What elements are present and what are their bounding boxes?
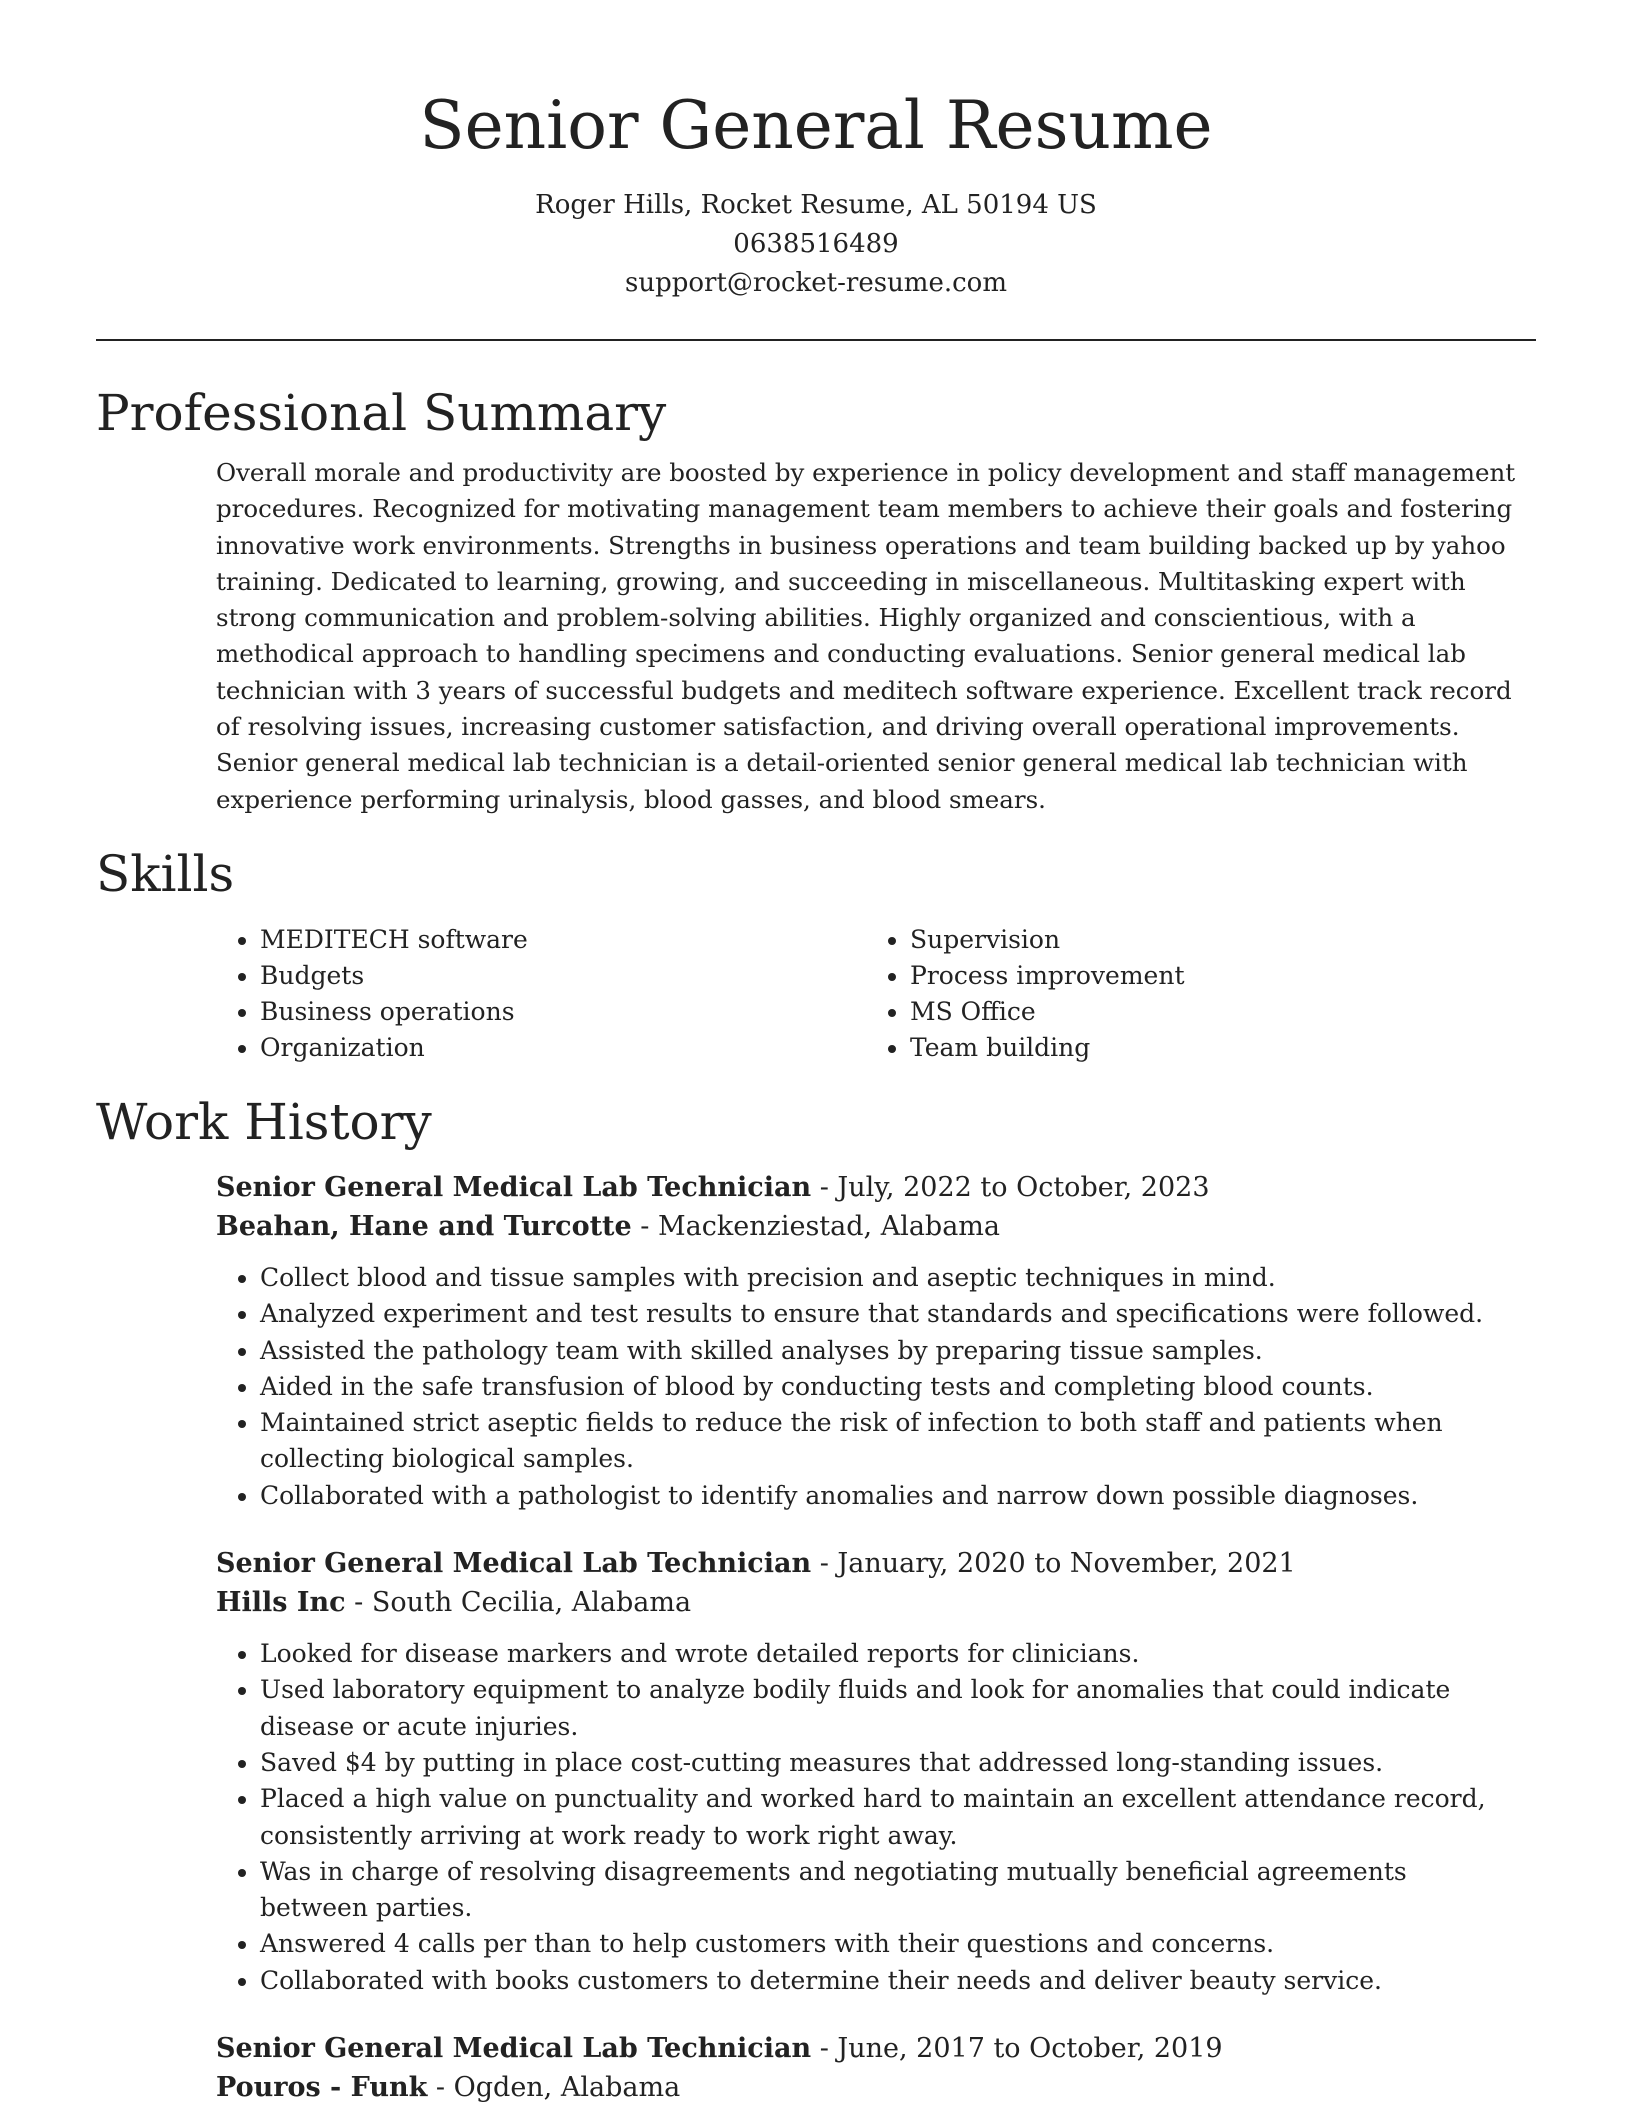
skill-item: • MEDITECH software: [260, 922, 866, 958]
job-title-line: [216, 1168, 1516, 1207]
job-location: - South Cecilia, Alabama: [345, 1587, 692, 1619]
contact-address: Roger Hills, Rocket Resume, AL 50194 US: [535, 190, 1097, 220]
job-title: Senior General Medical Lab Technician: [216, 1548, 812, 1580]
job-bullet: • Saved $4 by putting in place cost-cutting measures that addressed long-standing issues.: [260, 1745, 1516, 1781]
job-bullet: • Collect blood and tissue samples with precision and aseptic techniques in mind.: [260, 1260, 1516, 1296]
job-title-line: [216, 1544, 1516, 1583]
job-bullets: [216, 1636, 1516, 1999]
skills-heading: Skills: [96, 844, 235, 903]
job-bullet: • Placed a high value on punctuality and worked hard to maintain an excellent attendance record, consistently arriving at work ready to work right away.: [260, 1781, 1516, 1854]
skill-item: • Team building: [910, 1030, 1516, 1066]
job-bullet: • Aided in the safe transfusion of blood by conducting tests and completing blood counts.: [260, 1369, 1516, 1405]
job-company: Hills Inc: [216, 1587, 346, 1619]
resume-page: [96, 0, 1536, 2107]
skills-section: [96, 842, 1536, 1066]
job-bullet: • Collaborated with a pathologist to identify anomalies and narrow down possible diagnoses.: [260, 1478, 1516, 1514]
skills-list-left: [216, 922, 866, 1066]
skill-item: • Supervision: [910, 922, 1516, 958]
job-bullet: • Was in charge of resolving disagreements and negotiating mutually beneficial agreements between parties.: [260, 1854, 1516, 1927]
job-dates: - January, 2020 to November, 2021: [811, 1548, 1296, 1580]
header-divider: [96, 339, 1536, 341]
job-entry: [216, 1168, 1516, 1514]
resume-title: Senior General Resume: [419, 87, 1213, 164]
job-bullet: • Assisted the pathology team with skilled analyses by preparing tissue samples.: [260, 1333, 1516, 1369]
job-title-line: [216, 2029, 1516, 2068]
job-dates: - June, 2017 to October, 2019: [811, 2033, 1223, 2065]
job-bullet: • Looked for disease markers and wrote detailed reports for clinicians.: [260, 1636, 1516, 1672]
contact-email: support@rocket-resume.com: [624, 268, 1007, 298]
job-title: Senior General Medical Lab Technician: [216, 2033, 812, 2065]
job-bullet: • Analyzed experiment and test results to ensure that standards and specifications were followed.: [260, 1296, 1516, 1332]
work-history-heading: Work History: [96, 1092, 432, 1151]
job-company: Beahan, Hane and Turcotte: [216, 1210, 632, 1242]
skill-item: • Budgets: [260, 958, 866, 994]
contact-block: [96, 186, 1536, 303]
skill-item: • Process improvement: [910, 958, 1516, 994]
job-company-line: [216, 1583, 1516, 1622]
job-company-line: [216, 1207, 1516, 1246]
job-location: - Ogden, Alabama: [427, 2072, 681, 2104]
summary-section: [96, 381, 1536, 818]
job-entry: [216, 1544, 1516, 1999]
skill-item: • MS Office: [910, 994, 1516, 1030]
job-bullet: • Maintained strict aseptic fields to reduce the risk of infection to both staff and patients when collecting biological samples.: [260, 1405, 1516, 1478]
job-entry: [216, 2029, 1516, 2107]
summary-heading: Professional Summary: [96, 384, 667, 442]
skills-list-right: [866, 922, 1516, 1066]
work-history-section: [96, 1090, 1536, 2107]
job-bullet: • Used laboratory equipment to analyze bodily fluids and look for anomalies that could indicate disease or acute injuries.: [260, 1672, 1516, 1745]
job-dates: - July, 2022 to October, 2023: [811, 1171, 1210, 1203]
skills-grid: [216, 922, 1516, 1066]
job-bullet: • Answered 4 calls per than to help customers with their questions and concerns.: [260, 1926, 1516, 1962]
skill-item: • Business operations: [260, 994, 866, 1030]
summary-text: Overall morale and productivity are boosted by experience in policy development and staff management procedures. Recognized for motivating management team members to achieve their goals and fostering innovative work environments. Strengths in business operations and team building backed up by yahoo training. Dedicated to learning, growing, and succeeding in miscellaneous. Multitasking expert with strong communication and problem-solving abilities. Highly organized and conscientious, with a methodical approach to handling specimens and conducting evaluations. Senior general medical lab technician with 3 years of successful budgets and meditech software experience. Excellent track record of resolving issues, increasing customer satisfaction, and driving overall operational improvements. Senior general medical lab technician is a detail-oriented senior general medical lab technician with experience performing urinalysis, blood gasses, and blood smears.: [216, 458, 1516, 814]
job-location: - Mackenziestad, Alabama: [631, 1210, 1001, 1242]
resume-header: [96, 0, 1536, 303]
skill-item: • Organization: [260, 1030, 866, 1066]
contact-phone: 0638516489: [733, 229, 899, 259]
job-title: Senior General Medical Lab Technician: [216, 1171, 812, 1203]
job-company: Pouros - Funk: [216, 2072, 428, 2104]
job-company-line: [216, 2068, 1516, 2107]
job-bullet: • Collaborated with books customers to determine their needs and deliver beauty service.: [260, 1963, 1516, 1999]
job-bullets: [216, 1260, 1516, 1514]
